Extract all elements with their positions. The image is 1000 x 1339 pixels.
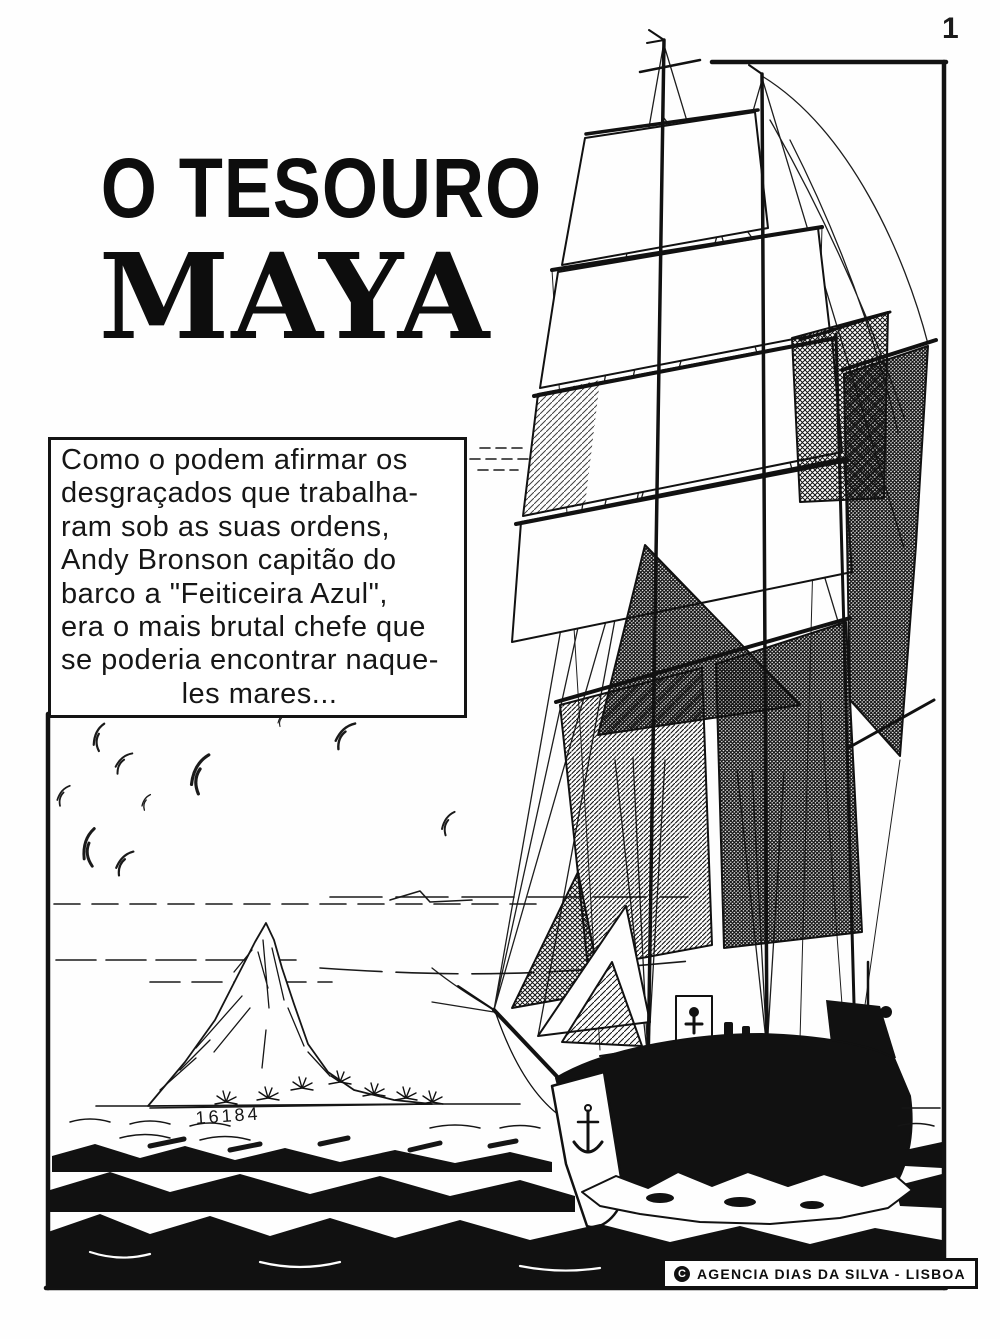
caption-box	[48, 437, 467, 718]
caption-line: barco a "Feiticeira Azul",	[61, 577, 388, 610]
credit-label: AGENCIA DIAS DA SILVA - LISBOA	[697, 1265, 966, 1282]
title-line-2: MAYA	[98, 227, 492, 366]
caption-line: ram sob as suas ordens,	[61, 510, 391, 543]
caption-line: Andy Bronson capitão do	[61, 544, 397, 577]
page-number: 1	[942, 12, 959, 45]
caption-line: desgraçados que trabalha-	[61, 477, 419, 510]
title-line-1: O TESOURO	[100, 141, 543, 235]
copyright-icon: C	[674, 1266, 690, 1282]
artist-signature: 16184	[194, 1103, 262, 1128]
credit-box	[662, 1258, 978, 1289]
island	[96, 923, 520, 1128]
caption-line: se poderia encontrar naque-	[61, 644, 439, 677]
caption-line: era o mais brutal chefe que	[61, 611, 426, 644]
title-block	[0, 0, 600, 400]
caption-line: les mares...	[181, 677, 338, 710]
seagulls	[57, 714, 455, 878]
caption-line: Como o podem afirmar os	[61, 444, 408, 476]
